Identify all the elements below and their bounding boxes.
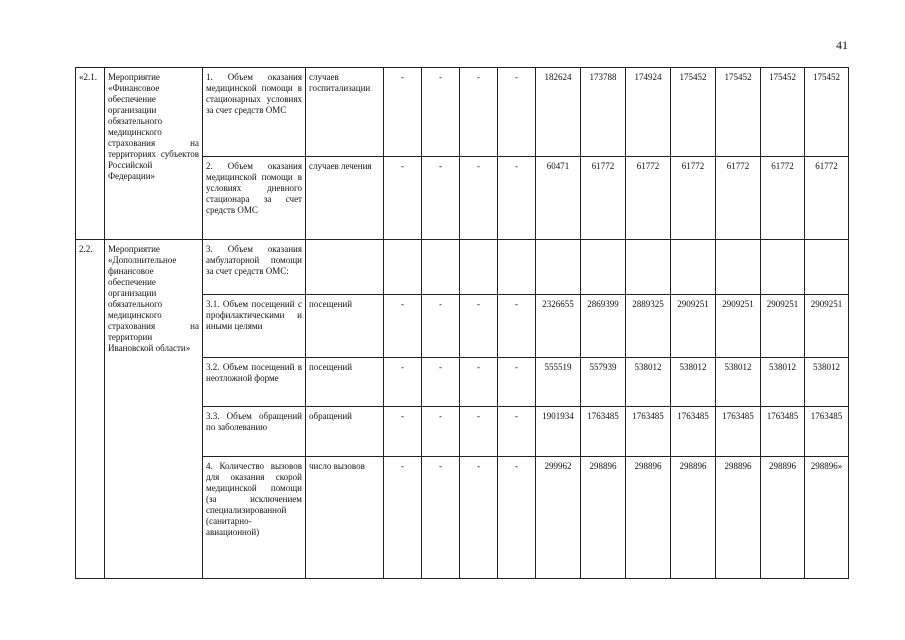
indicator-name: 3.2. Объем посещений в неотложной форме <box>203 358 306 407</box>
value-cell: 298896 <box>761 457 805 579</box>
value-cell: 2909251 <box>805 295 849 358</box>
empty-cell <box>306 240 384 295</box>
value-cell: 298896» <box>805 457 849 579</box>
value-cell: 175452 <box>805 68 849 157</box>
empty-cell <box>422 240 460 295</box>
indicator-name: 3. Объем оказания амбулаторной помощи за счет средств ОМС: <box>203 240 306 295</box>
value-cell: 1901934 <box>536 407 581 457</box>
value-cell: 538012 <box>761 358 805 407</box>
indicator-table <box>75 67 849 579</box>
dash-cell: - <box>498 68 536 157</box>
indicator-name: 1. Объем оказания медицинской помощи в стационарных условиях за счет средств ОМС <box>203 68 306 157</box>
value-cell: 61772 <box>761 157 805 240</box>
value-cell: 2326655 <box>536 295 581 358</box>
dash-cell: - <box>384 358 422 407</box>
empty-cell <box>536 240 581 295</box>
row-number: 2.2. <box>76 240 105 579</box>
unit-cell: обращений <box>306 407 384 457</box>
dash-cell: - <box>422 407 460 457</box>
dash-cell: - <box>422 457 460 579</box>
value-cell: 2909251 <box>761 295 805 358</box>
dash-cell: - <box>422 157 460 240</box>
value-cell: 1763485 <box>716 407 761 457</box>
value-cell: 1763485 <box>805 407 849 457</box>
value-cell: 298896 <box>581 457 626 579</box>
empty-cell <box>761 240 805 295</box>
page-number: 41 <box>836 38 848 52</box>
unit-cell: посещений <box>306 358 384 407</box>
value-cell: 61772 <box>671 157 716 240</box>
indicator-name: 2. Объем оказания медицинской помощи в условиях дневного стационара за счет средств ОМС <box>203 157 306 240</box>
value-cell: 174924 <box>626 68 671 157</box>
event-name: Мероприятие «Дополнительное финансовое обеспечение организации обязательного медицинского страхования на территории Ивановской области» <box>105 240 203 579</box>
value-cell: 175452 <box>671 68 716 157</box>
indicator-name: 3.1. Объем посещений с профилактическими и иными целями <box>203 295 306 358</box>
empty-cell <box>498 240 536 295</box>
dash-cell: - <box>460 157 498 240</box>
dash-cell: - <box>460 457 498 579</box>
value-cell: 175452 <box>716 68 761 157</box>
value-cell: 2909251 <box>716 295 761 358</box>
value-cell: 61772 <box>805 157 849 240</box>
empty-cell <box>460 240 498 295</box>
empty-cell <box>626 240 671 295</box>
empty-cell <box>581 240 626 295</box>
dash-cell: - <box>498 457 536 579</box>
dash-cell: - <box>422 295 460 358</box>
value-cell: 182624 <box>536 68 581 157</box>
value-cell: 2869399 <box>581 295 626 358</box>
dash-cell: - <box>384 157 422 240</box>
indicator-name: 3.3. Объем обращений по заболеванию <box>203 407 306 457</box>
dash-cell: - <box>498 295 536 358</box>
value-cell: 557939 <box>581 358 626 407</box>
value-cell: 1763485 <box>761 407 805 457</box>
value-cell: 61772 <box>716 157 761 240</box>
value-cell: 299962 <box>536 457 581 579</box>
value-cell: 1763485 <box>581 407 626 457</box>
dash-cell: - <box>460 68 498 157</box>
empty-cell <box>805 240 849 295</box>
dash-cell: - <box>460 295 498 358</box>
dash-cell: - <box>384 295 422 358</box>
empty-cell <box>716 240 761 295</box>
value-cell: 61772 <box>626 157 671 240</box>
indicator-name: 4. Количество вызовов для оказания скорой медицинской помощи (за исключением специализированной (санитарно-авиационной) <box>203 457 306 579</box>
value-cell: 2909251 <box>671 295 716 358</box>
value-cell: 298896 <box>626 457 671 579</box>
table-row <box>76 68 849 157</box>
value-cell: 555519 <box>536 358 581 407</box>
unit-cell: случаев госпитализации <box>306 68 384 157</box>
value-cell: 298896 <box>671 457 716 579</box>
table-row <box>76 240 849 295</box>
empty-cell <box>671 240 716 295</box>
dash-cell: - <box>460 407 498 457</box>
dash-cell: - <box>498 407 536 457</box>
dash-cell: - <box>384 407 422 457</box>
value-cell: 60471 <box>536 157 581 240</box>
dash-cell: - <box>422 358 460 407</box>
value-cell: 2889325 <box>626 295 671 358</box>
value-cell: 298896 <box>716 457 761 579</box>
unit-cell: случаев лечения <box>306 157 384 240</box>
unit-cell: число вызовов <box>306 457 384 579</box>
value-cell: 538012 <box>626 358 671 407</box>
dash-cell: - <box>460 358 498 407</box>
value-cell: 1763485 <box>626 407 671 457</box>
dash-cell: - <box>384 457 422 579</box>
dash-cell: - <box>498 157 536 240</box>
value-cell: 175452 <box>761 68 805 157</box>
empty-cell <box>384 240 422 295</box>
value-cell: 538012 <box>805 358 849 407</box>
dash-cell: - <box>384 68 422 157</box>
dash-cell: - <box>422 68 460 157</box>
value-cell: 1763485 <box>671 407 716 457</box>
dash-cell: - <box>498 358 536 407</box>
row-number: «2.1. <box>76 68 105 240</box>
value-cell: 538012 <box>716 358 761 407</box>
value-cell: 538012 <box>671 358 716 407</box>
event-name: Мероприятие «Финансовое обеспечение организации обязательного медицинского страхования на территориях субъектов Российской Федерации» <box>105 68 203 240</box>
unit-cell: посещений <box>306 295 384 358</box>
value-cell: 173788 <box>581 68 626 157</box>
value-cell: 61772 <box>581 157 626 240</box>
